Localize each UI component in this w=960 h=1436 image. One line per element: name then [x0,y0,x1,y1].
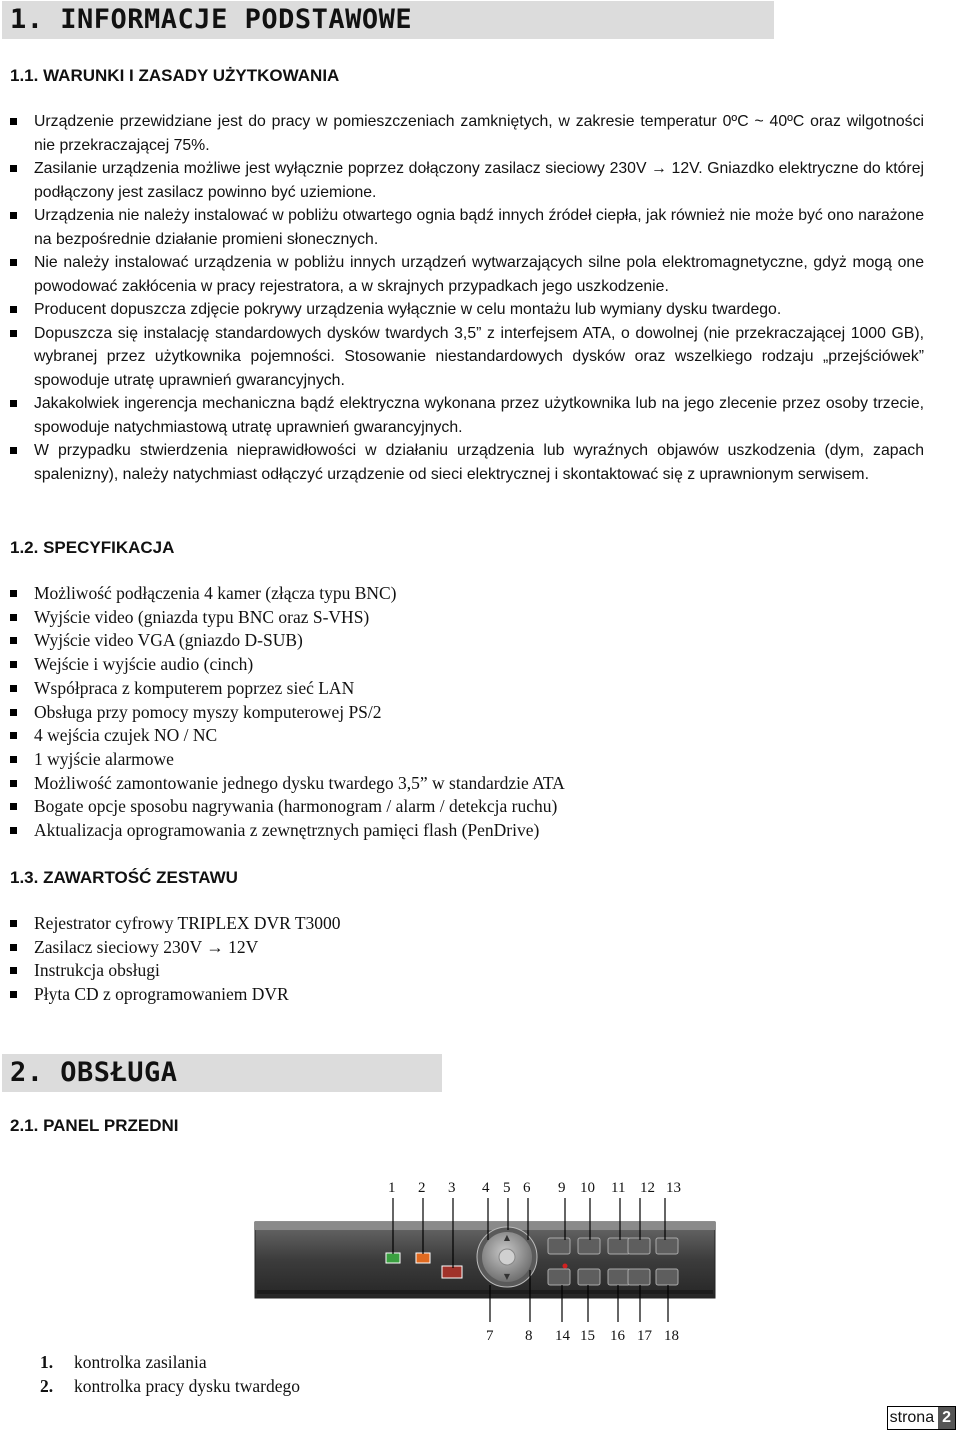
contents-item: Instrukcja obsługi [0,959,341,983]
section-1-2-heading: 1.2. SPECYFIKACJA [10,538,175,557]
callout-number: 9 [558,1180,566,1196]
callout-number: 12 [640,1180,655,1196]
condition-item: Nie należy instalować urządzenia w pobliżu innych urządzeń wytwarzających silne pola elektromagnetyczne, gdyż mogą one powodować zakłócenia w pracy rejestratora, a w skrajnych przypadkach jego uszkodzenie. [0,251,926,298]
panel-legend [40,1350,300,1398]
record-indicator [563,1264,568,1269]
contents-item: Rejestrator cyfrowy TRIPLEX DVR T3000 [0,912,341,936]
contents-item: Zasilacz sieciowy 230V → 12V [0,936,341,960]
svg-text:▲: ▲ [503,1233,511,1242]
callout-number: 14 [555,1328,570,1344]
section-1-3-heading: 1.3. ZAWARTOŚĆ ZESTAWU [10,868,238,887]
button-12 [628,1238,650,1254]
power-led [386,1253,400,1263]
condition-item: W przypadku stwierdzenia nieprawidłowości w działaniu urządzenia lub wyraźnych objawów uszkodzenia (dym, zapach spalenizny), należy natychmiast odłączyć urządzenie od sieci elektrycznej i skontaktować się z uprawnionym serwisem. [0,439,926,486]
spec-item: Bogate opcje sposobu nagrywania (harmonogram / alarm / detekcja ruchu) [0,795,565,819]
button-15 [578,1269,600,1285]
callout-number: 6 [523,1180,531,1196]
dvr-front-panel [255,1222,715,1298]
spec-item: Możliwość zamontowanie jednego dysku twardego 3,5” w standardzie ATA [0,772,565,796]
button-18 [656,1269,678,1285]
callout-number: 7 [486,1328,494,1344]
condition-item: Urządzenia nie należy instalować w pobliżu otwartego ognia bądź innych źródeł ciepła, jak również nie może być ono narażone na bezpośrednie działanie promieni słonecznych. [0,204,926,251]
callout-number: 8 [525,1328,533,1344]
page-label: strona [889,1409,935,1426]
section-1-1-heading: 1.1. WARUNKI I ZASADY UŻYTKOWANIA [10,66,340,85]
condition-item: Zasilanie urządzenia możliwe jest wyłącznie poprzez dołączony zasilacz sieciowy 230V → 12V. Gniazdko elektryczne do której podłączony jest zasilacz powinno być uziemione. [0,157,926,204]
button-11 [608,1238,630,1254]
callout-number: 3 [448,1180,456,1196]
callout-number: 17 [637,1328,652,1344]
page-number-box [887,1406,956,1430]
spec-item: Współpraca z komputerem poprzez sieć LAN [0,677,565,701]
callout-number: 13 [666,1180,681,1196]
contents-item: Płyta CD z oprogramowaniem DVR [0,983,341,1007]
spec-item: Wyjście video VGA (gniazdo D-SUB) [0,629,565,653]
condition-item: Producent dopuszcza zdjęcie pokrywy urządzenia wyłącznie w celu montażu lub wymiany dysku twardego. [0,298,926,322]
callout-number: 16 [610,1328,625,1344]
ir-receiver [442,1266,462,1278]
spec-item: Obsługa przy pomocy myszy komputerowej PS/2 [0,701,565,725]
callout-number: 10 [580,1180,595,1196]
dial-center-button [499,1249,515,1265]
section-2-1-heading: 2.1. PANEL PRZEDNI [10,1116,179,1135]
page-number: 2 [938,1407,955,1429]
spec-item: Wyjście video (gniazda typu BNC oraz S-VHS) [0,606,565,630]
spec-item: Wejście i wyjście audio (cinch) [0,653,565,677]
hdd-led [416,1253,430,1263]
legend-number: 1. [40,1352,54,1372]
condition-item: Urządzenie przewidziane jest do pracy w pomieszczeniach zamkniętych, w zakresie temperatur 0ºC ~ 40ºC oraz wilgotności nie przekraczającej 75%. [0,110,926,157]
condition-item: Jakakolwiek ingerencja mechaniczna bądź elektryczna wykonana przez użytkownika lub na jego zlecenie przez osoby trzecie, spowoduje natychmiastową utratę uprawnień gwarancyjnych. [0,392,926,439]
callout-number: 11 [611,1180,626,1196]
button-14 [548,1269,570,1285]
spec-item: 1 wyjście alarmowe [0,748,565,772]
callout-number: 18 [664,1328,679,1344]
spec-item: Możliwość podłączenia 4 kamer (złącza typu BNC) [0,582,565,606]
chapter-2-heading: 2. OBSŁUGA [2,1054,442,1092]
button-9 [548,1238,570,1254]
button-17 [628,1269,650,1285]
button-16 [608,1269,630,1285]
callout-number: 5 [503,1180,511,1196]
button-10 [578,1238,600,1254]
button-13 [656,1238,678,1254]
callout-number: 15 [580,1328,595,1344]
callout-number: 1 [388,1180,396,1196]
legend-item [40,1350,300,1374]
svg-text:▼: ▼ [503,1272,511,1281]
callout-number: 4 [482,1180,490,1196]
chapter-1-heading: 1. INFORMACJE PODSTAWOWE [2,1,774,39]
callout-number: 2 [418,1180,426,1196]
legend-text: kontrolka zasilania [74,1352,207,1372]
spec-item: Aktualizacja oprogramowania z zewnętrznych pamięci flash (PenDrive) [0,819,565,843]
legend-text: kontrolka pracy dysku twardego [74,1376,300,1396]
legend-number: 2. [40,1376,54,1396]
legend-item [40,1374,300,1398]
condition-item: Dopuszcza się instalację standardowych dysków twardych 3,5” z interfejsem ATA, o dowolnej (nie przekraczającej 1000 GB), wybranej przez użytkownika pojemności. Stosowanie niestandardowych dysków oraz wszelkiego rodzaju „przejściówek” spowoduje utratę uprawnień gwarancyjnych. [0,322,926,393]
spec-item: 4 wejścia czujek NO / NC [0,724,565,748]
